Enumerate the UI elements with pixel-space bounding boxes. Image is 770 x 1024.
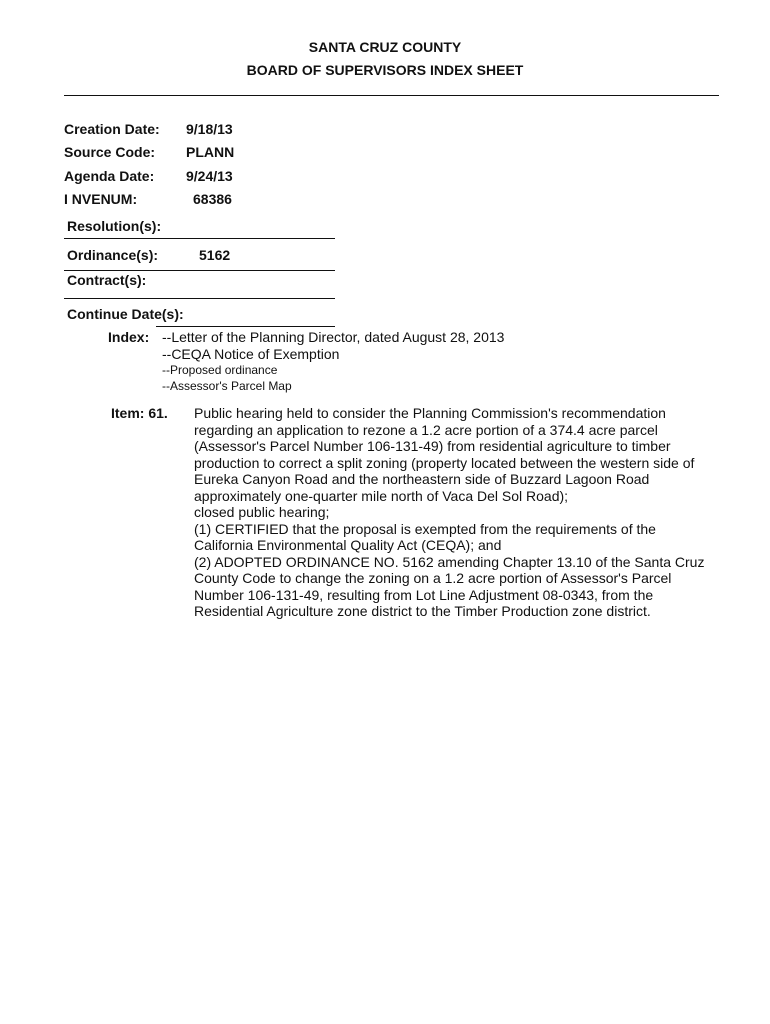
source-code-label: Source Code: <box>64 144 156 160</box>
item-line: (2) ADOPTED ORDINANCE NO. 5162 amending Chapter 13.10 of the Santa Cruz <box>194 553 705 570</box>
agenda-date-value: 9/24/13 <box>186 168 233 184</box>
contracts-divider <box>64 298 335 299</box>
item-line: Eureka Canyon Road and the northeastern side of Buzzard Lagoon Road <box>194 471 650 487</box>
creation-date-label: Creation Date: <box>64 121 160 137</box>
ordinances-value: 5162 <box>199 247 231 263</box>
resolutions-divider <box>64 238 335 239</box>
index-item: --Letter of the Planning Director, dated August 28, 2013 <box>162 329 505 345</box>
continue-dates-divider <box>156 326 335 327</box>
item-line: Residential Agriculture zone district to the Timber Production zone district. <box>194 603 651 619</box>
index-item: --CEQA Notice of Exemption <box>162 346 340 362</box>
invenum-value: 68386 <box>193 191 232 207</box>
item-description <box>194 405 714 620</box>
item-line: (1) CERTIFIED that the proposal is exempted from the requirements of the <box>194 520 656 537</box>
item-line: regarding an application to rezone a 1.2 acre portion of a 374.4 acre parcel <box>194 421 658 438</box>
ordinances-label: Ordinance(s): <box>67 247 159 263</box>
item-line: closed public hearing; <box>194 504 330 520</box>
header-county: SANTA CRUZ COUNTY <box>308 39 462 55</box>
item-line: approximately one-quarter mile north of Vaca Del Sol Road); <box>194 487 569 504</box>
header-sheet-title: BOARD OF SUPERVISORS INDEX SHEET <box>246 62 524 78</box>
source-code-value: PLANN <box>186 144 235 160</box>
item-line: County Code to change the zoning on a 1.2 acre portion of Assessor's Parcel <box>194 570 672 586</box>
item-number-label: Item: 61. <box>111 405 168 421</box>
creation-date-value: 9/18/13 <box>186 121 233 137</box>
agenda-date-label: Agenda Date: <box>64 168 155 184</box>
ordinances-divider <box>64 270 335 271</box>
index-label: Index: <box>108 329 150 345</box>
item-line: Public hearing held to consider the Planning Commission's recommendation <box>194 405 666 421</box>
index-item: --Proposed ordinance <box>162 363 278 377</box>
item-line: Number 106-131-49, resulting from Lot Line Adjustment 08-0343, from the <box>194 586 654 603</box>
continue-dates-label: Continue Date(s): <box>67 306 184 322</box>
header-divider <box>64 95 719 96</box>
item-line: California Environmental Quality Act (CEQA); and <box>194 537 502 553</box>
index-item: --Assessor's Parcel Map <box>162 379 292 393</box>
item-line: production to correct a split zoning (property located between the western side of <box>194 454 695 471</box>
contracts-label: Contract(s): <box>67 272 147 288</box>
resolutions-label: Resolution(s): <box>67 218 162 234</box>
item-line: (Assessor's Parcel Number 106-131-49) from residential agriculture to timber <box>194 438 671 454</box>
invenum-label: I NVENUM: <box>64 191 138 207</box>
